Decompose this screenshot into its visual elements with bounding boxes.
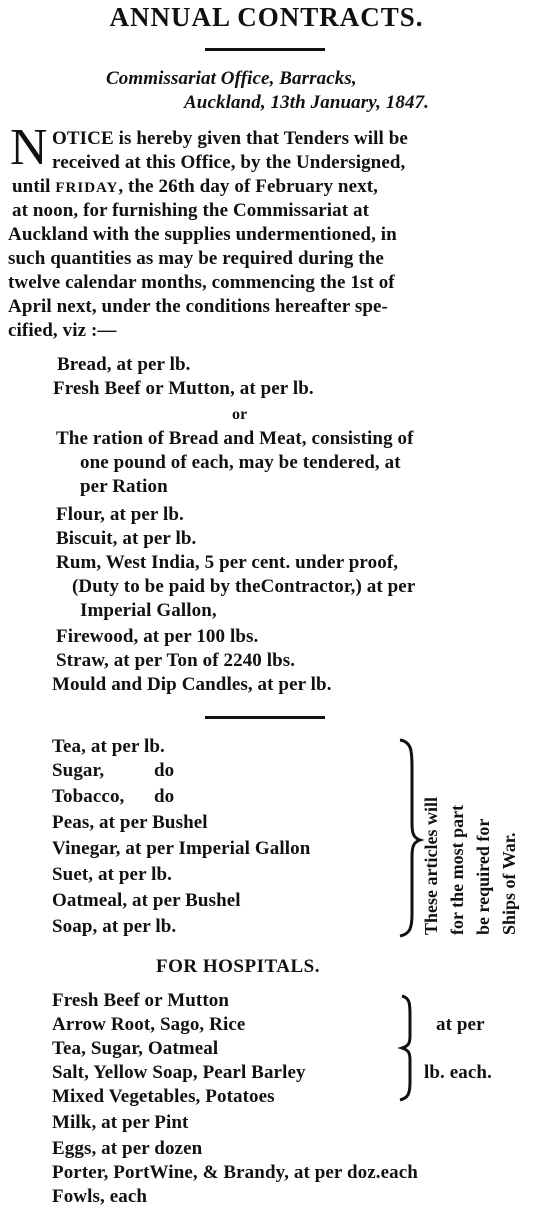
supply-candles: Mould and Dip Candles, at per lb. — [52, 674, 332, 695]
notice-line-2: received at this Office, by the Undersigned, — [52, 152, 406, 173]
notice-line-8: April next, under the conditions hereafter spe- — [8, 296, 388, 317]
supply-flour: Flour, at per lb. — [56, 504, 184, 525]
title-divider — [205, 48, 325, 51]
supply-firewood: Firewood, at per 100 lbs. — [56, 626, 259, 647]
hospital-fowls: Fowls, each — [52, 1186, 148, 1207]
supply-rum-1: Rum, West India, 5 per cent. under proof, — [56, 552, 399, 573]
supply-biscuit: Biscuit, at per lb. — [56, 528, 197, 549]
war-peas: Peas, at per Bushel — [52, 812, 208, 833]
hospital-arrowroot: Arrow Root, Sago, Rice — [52, 1014, 246, 1035]
notice-line-9: cified, viz :— — [8, 320, 117, 341]
war-soap: Soap, at per lb. — [52, 916, 177, 937]
section-divider — [205, 716, 325, 719]
hospital-fresh-beef: Fresh Beef or Mutton — [52, 990, 230, 1011]
supply-rum-3: Imperial Gallon, — [80, 600, 217, 621]
notice-line-6: such quantities as may be required during the — [8, 248, 384, 269]
hospital-eggs: Eggs, at per dozen — [52, 1138, 203, 1159]
supply-rum-2: (Duty to be paid by theContractor,) at per — [72, 576, 416, 597]
war-note-line-3: be required for — [473, 818, 493, 935]
hospital-porter: Porter, PortWine, & Brandy, at per doz.each — [52, 1162, 418, 1183]
hospital-salt: Salt, Yellow Soap, Pearl Barley — [52, 1062, 306, 1083]
drop-cap: N — [10, 119, 48, 176]
supply-ration-1: The ration of Bread and Meat, consisting of — [56, 428, 414, 449]
war-tobacco: Tobacco, — [52, 786, 125, 807]
notice-day: FRIDAY — [55, 180, 119, 196]
notice-line-3 — [12, 174, 378, 201]
war-vinegar: Vinegar, at per Imperial Gallon — [52, 838, 311, 859]
notice-line-5: Auckland with the supplies undermentioned, in — [8, 224, 397, 245]
supply-bread: Bread, at per lb. — [57, 354, 191, 375]
war-oatmeal: Oatmeal, at per Bushel — [52, 890, 241, 911]
supply-ration-2: one pound of each, may be tendered, at — [80, 452, 401, 473]
war-note-line-2: for the most part — [447, 804, 467, 935]
notice-line-3-post: , the 26th day of February next, — [118, 176, 379, 197]
hospital-tea-sugar: Tea, Sugar, Oatmeal — [52, 1038, 219, 1059]
hospital-brace — [398, 994, 420, 1102]
war-note-line-1: These articles will — [421, 797, 441, 935]
hospitals-heading: FOR HOSPITALS. — [156, 956, 320, 977]
dateline-place-date: Auckland, 13th January, 1847. — [184, 92, 430, 113]
hospital-vegetables: Mixed Vegetables, Potatoes — [52, 1086, 275, 1107]
notice-line-7: twelve calendar months, commencing the 1st of — [8, 272, 395, 293]
notice-line-4: at noon, for furnishing the Commissariat at — [12, 200, 370, 221]
notice-line-3-pre: until — [12, 176, 56, 197]
supply-ration-3: per Ration — [80, 476, 168, 497]
supply-straw: Straw, at per Ton of 2240 lbs. — [56, 650, 296, 671]
war-tea: Tea, at per lb. — [52, 736, 165, 757]
war-suet: Suet, at per lb. — [52, 864, 173, 885]
dateline-office: Commissariat Office, Barracks, — [106, 68, 357, 89]
war-tobacco-ditto: do — [154, 786, 175, 807]
notice-line-1: OTICE is hereby given that Tenders will be — [52, 128, 408, 149]
hospital-note-line-1: at per — [436, 1014, 485, 1035]
page-title: ANNUAL CONTRACTS. — [109, 2, 424, 32]
supply-fresh-beef: Fresh Beef or Mutton, at per lb. — [53, 378, 314, 399]
war-sugar: Sugar, — [52, 760, 105, 781]
hospital-milk: Milk, at per Pint — [52, 1112, 189, 1133]
supply-or: or — [232, 406, 248, 423]
war-note-line-4: Ships of War. — [499, 832, 519, 935]
war-sugar-ditto: do — [154, 760, 175, 781]
war-note — [423, 735, 523, 935]
war-brace — [398, 738, 422, 938]
hospital-note-line-2: lb. each. — [424, 1062, 492, 1083]
